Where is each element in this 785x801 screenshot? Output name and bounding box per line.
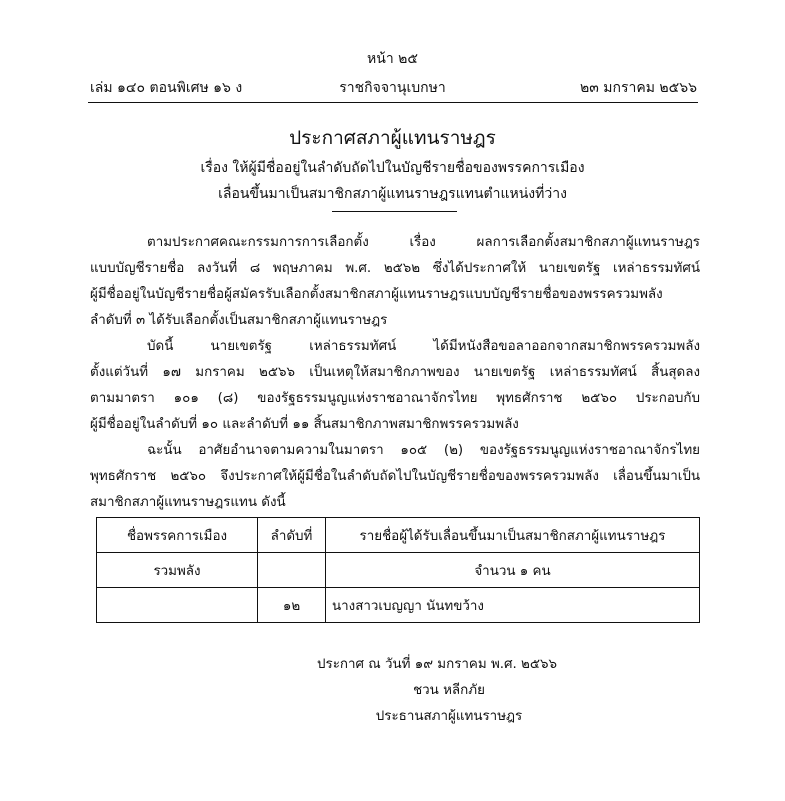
signatory-name: ชวน หลีกภัย [413, 683, 485, 698]
publication-date: ๒๓ มกราคม ๒๕๖๖ [580, 80, 697, 96]
party-cell: รวมพลัง [97, 553, 258, 588]
header-name: รายชื่อผู้ได้รับเลื่อนขึ้นมาเป็นสมาชิกสภาผู้แทนราษฎร [326, 518, 700, 553]
publication-name: ราชกิจจานุเบกษา [339, 80, 446, 96]
table-row [97, 588, 700, 623]
empty-cell [258, 553, 326, 588]
paragraph-1-line-4: ลำดับที่ ๓ ได้รับเลือกตั้งเป็นสมาชิกสภาผู้แทนราษฎร [90, 313, 388, 328]
promotion-table [96, 517, 700, 623]
name-cell: นางสาวเบญญา นันทขว้าง [326, 588, 700, 623]
table-row [97, 553, 700, 588]
header-party: ชื่อพรรคการเมือง [97, 518, 258, 553]
empty-cell [97, 588, 258, 623]
page-number: หน้า ๒๕ [367, 51, 418, 67]
paragraph-1-line-2: แบบบัญชีรายชื่อ ลงวันที่ ๘ พฤษภาคม พ.ศ. ๒๕๖๒ ซึ่งได้ประกาศให้ นายเขตรัฐ เหล่าธรรมทัศน์ [90, 261, 700, 276]
order-cell: ๑๒ [258, 588, 326, 623]
title-divider [332, 211, 457, 212]
announcement-date: ประกาศ ณ วันที่ ๑๙ มกราคม พ.ศ. ๒๕๖๖ [317, 657, 558, 672]
paragraph-2-line-3: ตามมาตรา ๑๐๑ (๘) ของรัฐธรรมนูญแห่งราชอาณาจักรไทย พุทธศักราช ๒๕๖๐ ประกอบกับ [90, 391, 700, 406]
count-cell: จำนวน ๑ คน [326, 553, 700, 588]
announcement-title: ประกาศสภาผู้แทนราษฎร [289, 127, 496, 149]
header-rule [88, 102, 698, 103]
header-order: ลำดับที่ [258, 518, 326, 553]
subject-line-2: เลื่อนขึ้นมาเป็นสมาชิกสภาผู้แทนราษฎรแทนตำแหน่งที่ว่าง [218, 186, 567, 202]
signatory-position: ประธานสภาผู้แทนราษฎร [375, 709, 523, 724]
paragraph-2-line-2: ตั้งแต่วันที่ ๑๗ มกราคม ๒๕๖๖ เป็นเหตุให้สมาชิกภาพของ นายเขตรัฐ เหล่าธรรมทัศน์ สิ้นสุดลง [90, 365, 700, 380]
paragraph-3-line-1: ฉะนั้น อาศัยอำนาจตามความในมาตรา ๑๐๕ (๒) ของรัฐธรรมนูญแห่งราชอาณาจักรไทย [147, 443, 700, 458]
volume-info: เล่ม ๑๔๐ ตอนพิเศษ ๑๖ ง [90, 80, 243, 96]
paragraph-1-line-3: ผู้มีชื่ออยู่ในบัญชีรายชื่อผู้สมัครรับเลือกตั้งสมาชิกสภาผู้แทนราษฎรแบบบัญชีรายชื่อของพรรครวมพลัง [90, 287, 663, 302]
table-header-row [97, 518, 700, 553]
paragraph-1-line-1: ตามประกาศคณะกรรมการการเลือกตั้ง เรื่อง ผลการเลือกตั้งสมาชิกสภาผู้แทนราษฎร [147, 235, 700, 250]
paragraph-3-line-2: พุทธศักราช ๒๕๖๐ จึงประกาศให้ผู้มีชื่อในลำดับถัดไปในบัญชีรายชื่อของพรรครวมพลัง เลื่อนขึ้นมาเป็น [90, 469, 700, 484]
paragraph-3-line-3: สมาชิกสภาผู้แทนราษฎรแทน ดังนี้ [90, 495, 286, 510]
paragraph-2-line-1: บัดนี้ นายเขตรัฐ เหล่าธรรมทัศน์ ได้มีหนังสือขอลาออกจากสมาชิกพรรครวมพลัง [147, 339, 700, 354]
paragraph-2-line-4: ผู้มีชื่ออยู่ในลำดับที่ ๑๐ และลำดับที่ ๑๑ สิ้นสมาชิกภาพสมาชิกพรรครวมพลัง [90, 417, 519, 432]
subject-line-1: เรื่อง ให้ผู้มีชื่ออยู่ในลำดับถัดไปในบัญชีรายชื่อของพรรคการเมือง [200, 160, 585, 176]
